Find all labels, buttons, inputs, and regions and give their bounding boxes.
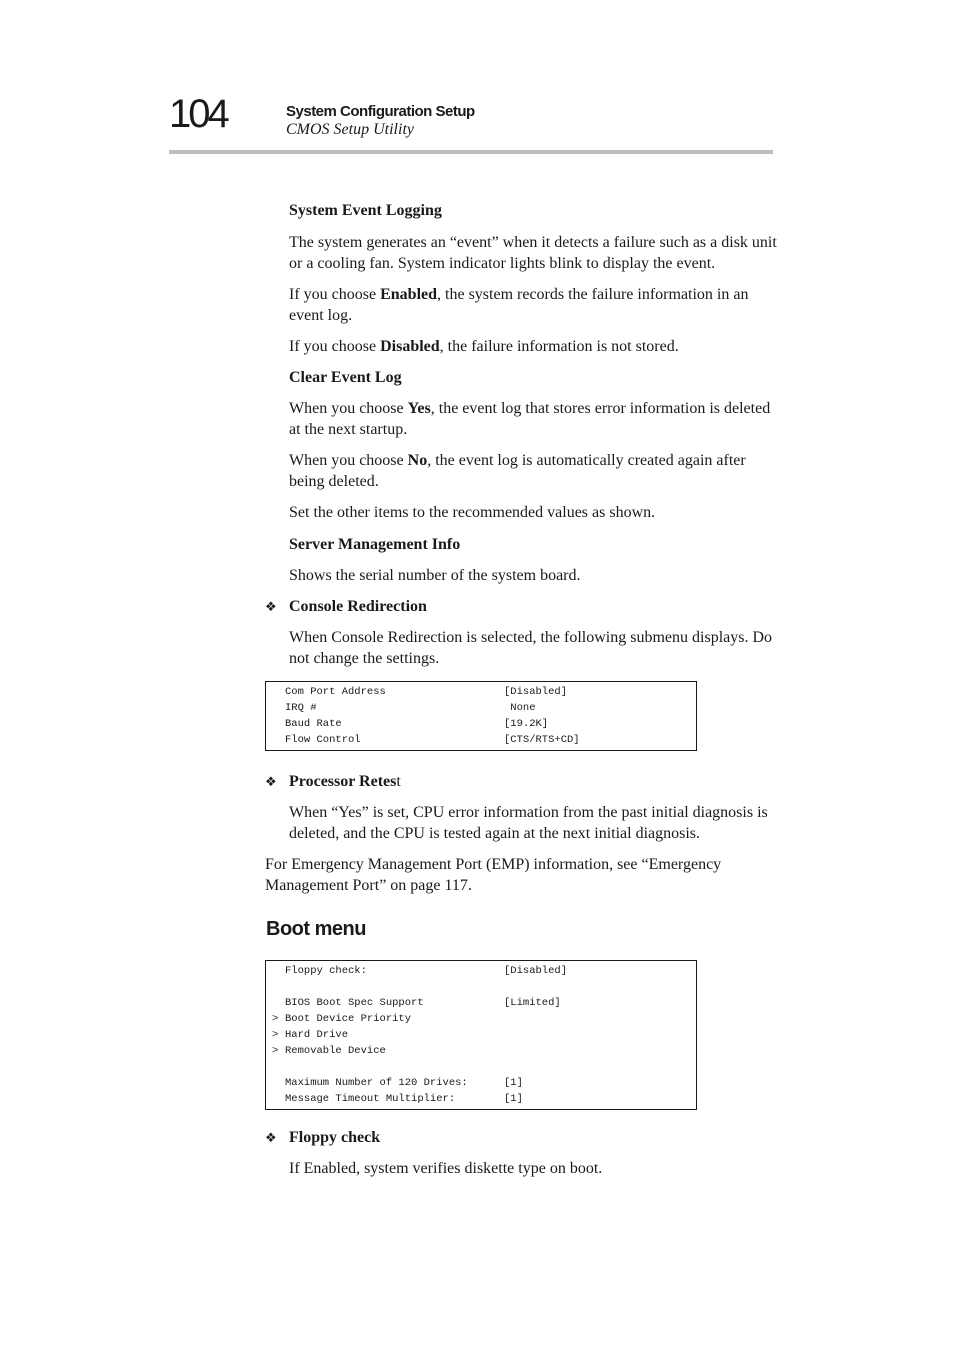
setting-label: Com Port Address	[285, 686, 386, 698]
screen-row	[266, 700, 696, 716]
boot-menu-title: Boot menu	[266, 918, 366, 940]
setting-label: Maximum Number of 120 Drives:	[285, 1077, 468, 1089]
processor-retest-desc: When “Yes” is set, CPU error information from the past initial diagnosis is deleted, and the CPU is tested again at the next initial diagnosis.	[289, 804, 768, 842]
screen-row	[266, 716, 696, 732]
setting-value: [Limited]	[504, 997, 561, 1009]
boot-menu-screen	[265, 960, 697, 1110]
setting-value: [Disabled]	[504, 965, 568, 977]
submenu-marker: >	[272, 1029, 279, 1041]
screen-row	[266, 963, 696, 979]
setting-value: None	[504, 702, 536, 714]
screen-row	[266, 995, 696, 1011]
floppy-check-heading: Floppy check	[289, 1129, 381, 1146]
screen-row	[266, 979, 696, 995]
setting-value: [Disabled]	[504, 686, 568, 698]
console-redirection-screen	[265, 681, 697, 751]
processor-retest-heading: Processor Retest	[289, 773, 401, 790]
emp-reference-note: For Emergency Management Port (EMP) information, see “Emergency Management Port” on page 117.	[265, 856, 722, 894]
clear-event-log-no: When you choose No, the event log is automatically created again after being deleted.	[289, 452, 746, 490]
floppy-check-desc: If Enabled, system verifies diskette type on boot.	[289, 1160, 603, 1177]
diamond-bullet-icon: ❖	[265, 1130, 277, 1145]
screen-row	[266, 1011, 696, 1027]
console-redirection-heading: Console Redirection	[289, 598, 427, 615]
clear-event-log-yes: When you choose Yes, the event log that stores error information is deleted at the next startup.	[289, 400, 771, 438]
setting-label: Boot Device Priority	[285, 1013, 412, 1025]
screen-row	[266, 1075, 696, 1091]
clear-event-log-heading: Clear Event Log	[289, 369, 402, 386]
setting-label: IRQ #	[285, 702, 317, 714]
setting-label: Baud Rate	[285, 718, 342, 730]
setting-label: BIOS Boot Spec Support	[285, 997, 424, 1009]
header-rule	[169, 150, 773, 154]
screen-row	[266, 1043, 696, 1059]
chapter-title: System Configuration Setup	[286, 103, 475, 120]
screen-row	[266, 1091, 696, 1107]
screen-row	[266, 1027, 696, 1043]
server-management-info-heading: Server Management Info	[289, 536, 461, 553]
setting-label: Floppy check:	[285, 965, 367, 977]
screen-row	[266, 684, 696, 700]
screen-row	[266, 732, 696, 748]
setting-value: [CTS/RTS+CD]	[504, 734, 580, 746]
diamond-bullet-icon: ❖	[265, 599, 277, 614]
setting-value: [1]	[504, 1077, 523, 1089]
screen-row	[266, 1059, 696, 1075]
system-event-logging-desc: The system generates an “event” when it detects a failure such as a disk unit or a cooling fan. System indicator lights blink to display the event.	[289, 234, 777, 272]
section-subtitle: CMOS Setup Utility	[286, 121, 414, 138]
submenu-marker: >	[272, 1045, 279, 1057]
system-event-logging-enabled: If you choose Enabled, the system records the failure information in an event log.	[289, 286, 749, 324]
console-redirection-desc: When Console Redirection is selected, the following submenu displays. Do not change the settings.	[289, 629, 773, 667]
submenu-marker: >	[272, 1013, 279, 1025]
setting-label: Removable Device	[285, 1045, 386, 1057]
setting-label: Hard Drive	[285, 1029, 349, 1041]
setting-value: [19.2K]	[504, 718, 549, 730]
system-event-logging-disabled: If you choose Disabled, the failure information is not stored.	[289, 338, 679, 355]
setting-label: Flow Control	[285, 734, 361, 746]
clear-event-log-note: Set the other items to the recommended values as shown.	[289, 504, 656, 521]
server-management-info-desc: Shows the serial number of the system board.	[289, 567, 581, 584]
diamond-bullet-icon: ❖	[265, 774, 277, 789]
system-event-logging-heading: System Event Logging	[289, 202, 442, 219]
setting-label: Message Timeout Multiplier:	[285, 1093, 456, 1105]
page-number: 104	[169, 92, 227, 136]
setting-value: [1]	[504, 1093, 523, 1105]
